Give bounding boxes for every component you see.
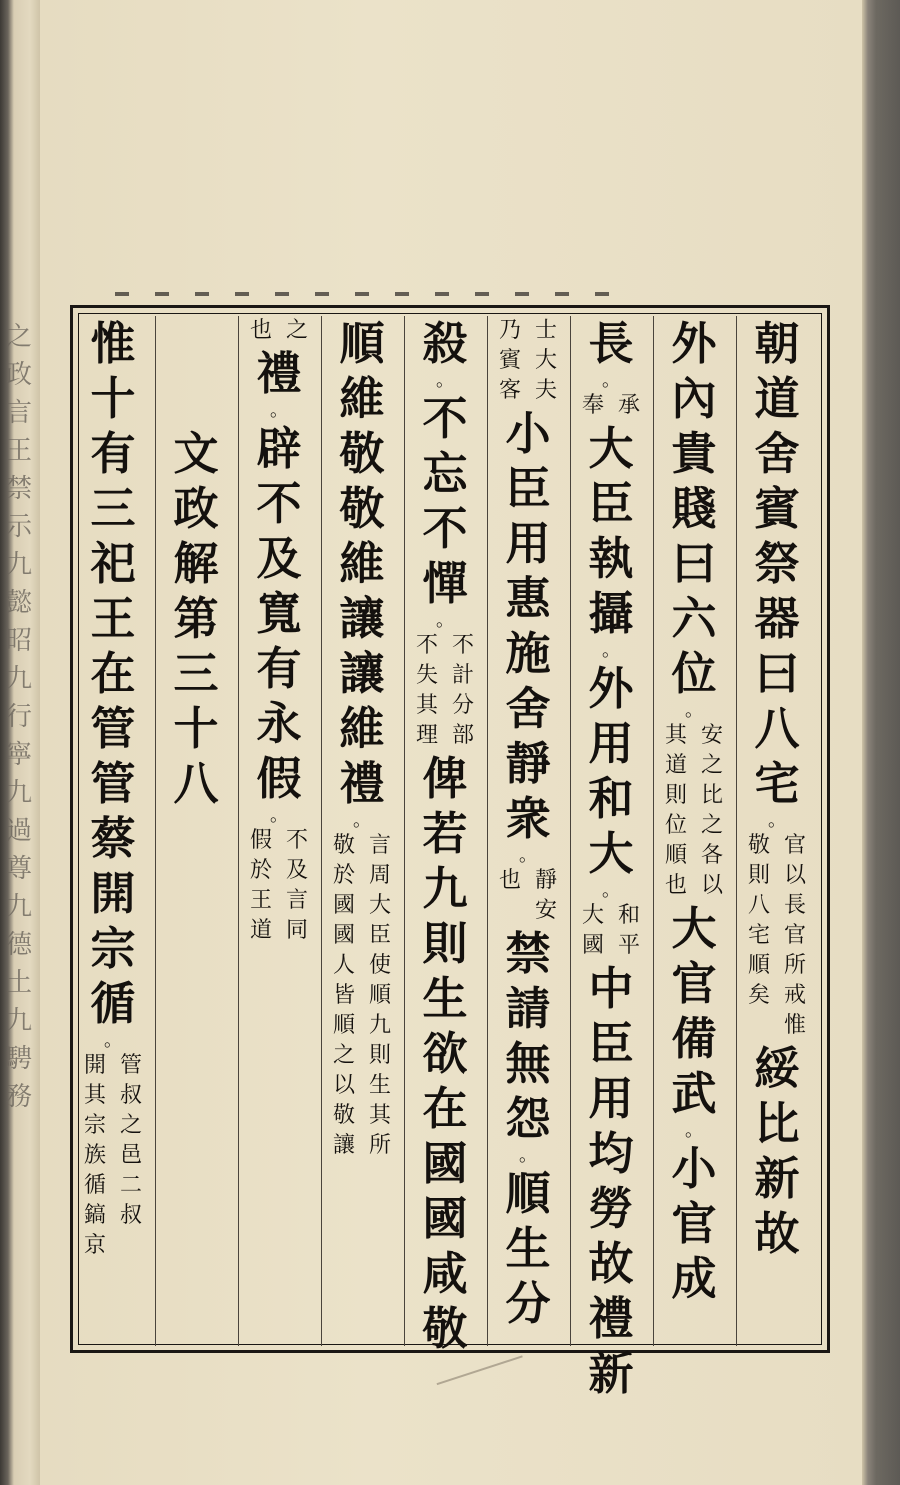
commentary-character: 其 <box>83 1083 106 1108</box>
main-character: 永 <box>256 697 302 750</box>
commentary-character: 理 <box>415 723 438 748</box>
main-character: 備 <box>671 1012 717 1065</box>
main-character: 第 <box>173 592 219 645</box>
previous-page-char: 昭 <box>5 626 32 656</box>
commentary-character: 夫 <box>534 378 557 403</box>
commentary-double-line <box>78 1051 148 1261</box>
commentary-character: 則 <box>368 1043 391 1068</box>
main-character: 三 <box>90 482 136 535</box>
commentary-character: 也 <box>498 868 521 893</box>
punctuation-mark: 。 <box>353 810 371 831</box>
commentary-character: 於 <box>249 858 272 883</box>
commentary-character: 言 <box>285 888 308 913</box>
text-column-6 <box>321 316 403 1346</box>
main-character: 施 <box>505 627 551 680</box>
main-character: 朝 <box>754 317 800 370</box>
column-divider <box>487 316 488 1346</box>
main-character: 解 <box>173 537 219 590</box>
previous-page-char: 德 <box>5 930 32 960</box>
commentary-character: 安 <box>534 898 557 923</box>
previous-page-char: 言 <box>5 398 32 428</box>
main-character: 國 <box>422 1192 468 1245</box>
main-character: 宗 <box>90 922 136 975</box>
previous-page-char: 騁 <box>5 1044 32 1074</box>
main-character: 無 <box>505 1037 551 1090</box>
commentary-character: 不 <box>415 633 438 658</box>
main-character: 寬 <box>256 587 302 640</box>
main-character: 祀 <box>90 537 136 590</box>
commentary-character: 之 <box>700 753 723 778</box>
commentary-character: 部 <box>451 723 474 748</box>
commentary-character: 讓 <box>332 1133 355 1158</box>
commentary-double-line <box>244 826 314 946</box>
previous-page-char: 九 <box>5 550 32 580</box>
commentary-character: 士 <box>534 318 557 343</box>
main-character: 勞 <box>588 1182 634 1235</box>
main-character: 舍 <box>754 427 800 480</box>
commentary-character: 大 <box>534 348 557 373</box>
commentary-line-left <box>327 831 361 1161</box>
punctuation-mark: 。 <box>104 1030 122 1051</box>
commentary-line-left <box>742 831 776 1041</box>
main-character: 八 <box>173 757 219 810</box>
commentary-character: 矣 <box>747 983 770 1008</box>
main-character: 讓 <box>339 592 385 645</box>
commentary-character: 順 <box>332 1013 355 1038</box>
main-character: 管 <box>90 702 136 755</box>
previous-page-text <box>2 320 36 1380</box>
previous-page-char: 行 <box>5 702 32 732</box>
main-character: 宅 <box>754 757 800 810</box>
commentary-character: 平 <box>617 933 640 958</box>
commentary-character: 不 <box>285 828 308 853</box>
commentary-character: 以 <box>332 1073 355 1098</box>
commentary-character: 其 <box>415 693 438 718</box>
main-character: 咸 <box>422 1247 468 1300</box>
text-column-2 <box>653 316 735 1346</box>
main-character: 靜 <box>505 737 551 790</box>
commentary-character: 大 <box>581 903 604 928</box>
previous-page-char: 懿 <box>5 588 32 618</box>
punctuation-mark: 。 <box>436 370 454 391</box>
main-character: 大 <box>671 902 717 955</box>
main-character: 新 <box>588 1347 634 1400</box>
column-divider <box>155 316 156 1346</box>
main-character: 三 <box>173 647 219 700</box>
punctuation-mark: 。 <box>602 640 620 661</box>
main-character: 不 <box>422 392 468 445</box>
commentary-character: 族 <box>83 1143 106 1168</box>
commentary-line-right <box>280 316 314 346</box>
main-character: 故 <box>588 1237 634 1290</box>
commentary-line-left <box>493 866 527 926</box>
main-character: 官 <box>671 957 717 1010</box>
commentary-character: 和 <box>617 903 640 928</box>
commentary-character: 所 <box>368 1133 391 1158</box>
commentary-character: 所 <box>783 953 806 978</box>
previous-page-char: 九 <box>5 1006 32 1036</box>
commentary-character: 則 <box>664 783 687 808</box>
main-character: 臣 <box>588 477 634 530</box>
main-character: 循 <box>90 977 136 1030</box>
main-character: 維 <box>339 537 385 590</box>
previous-page-char: 王 <box>5 436 32 466</box>
previous-page-edge <box>0 0 40 1485</box>
main-character: 禮 <box>588 1292 634 1345</box>
main-character: 九 <box>422 862 468 915</box>
commentary-character: 敬 <box>747 833 770 858</box>
main-character: 分 <box>505 1277 551 1330</box>
main-character: 開 <box>90 867 136 920</box>
commentary-character: 官 <box>783 923 806 948</box>
commentary-character: 承 <box>617 393 640 418</box>
commentary-double-line <box>659 721 729 901</box>
main-character: 不 <box>422 502 468 555</box>
commentary-character: 靜 <box>534 868 557 893</box>
main-character: 賓 <box>754 482 800 535</box>
main-character: 衆 <box>505 792 551 845</box>
commentary-character: 計 <box>451 663 474 688</box>
punctuation-mark: 。 <box>602 370 620 391</box>
commentary-character: 及 <box>285 858 308 883</box>
main-character: 文 <box>173 427 219 480</box>
main-character: 中 <box>588 962 634 1015</box>
commentary-character: 敬 <box>332 1103 355 1128</box>
commentary-character: 生 <box>368 1073 391 1098</box>
main-character: 祭 <box>754 537 800 590</box>
commentary-character: 官 <box>783 833 806 858</box>
commentary-character: 敬 <box>332 833 355 858</box>
main-character: 不 <box>256 477 302 530</box>
main-character: 外 <box>588 662 634 715</box>
main-character: 欲 <box>422 1027 468 1080</box>
main-character: 官 <box>671 1197 717 1250</box>
commentary-character: 於 <box>332 863 355 888</box>
main-character: 賤 <box>671 482 717 535</box>
commentary-character: 道 <box>249 918 272 943</box>
commentary-double-line <box>576 901 646 961</box>
main-character: 殺 <box>422 317 468 370</box>
main-character: 怨 <box>505 1092 551 1145</box>
main-character: 長 <box>588 317 634 370</box>
main-character: 臣 <box>505 462 551 515</box>
main-character: 讓 <box>339 647 385 700</box>
commentary-character: 道 <box>664 753 687 778</box>
main-character: 小 <box>505 407 551 460</box>
main-character: 攝 <box>588 587 634 640</box>
main-character: 俾 <box>422 752 468 805</box>
main-character: 十 <box>90 372 136 425</box>
main-character: 均 <box>588 1127 634 1180</box>
text-column-4 <box>487 316 569 1346</box>
commentary-character: 之 <box>119 1113 142 1138</box>
commentary-character: 各 <box>700 843 723 868</box>
commentary-character: 之 <box>332 1043 355 1068</box>
commentary-character: 以 <box>783 863 806 888</box>
main-character: 政 <box>173 482 219 535</box>
commentary-double-line <box>576 391 646 421</box>
main-character: 國 <box>422 1137 468 1190</box>
commentary-character: 國 <box>581 933 604 958</box>
column-divider <box>653 316 654 1346</box>
text-column-3 <box>570 316 652 1400</box>
main-character: 十 <box>173 702 219 755</box>
commentary-character: 之 <box>700 813 723 838</box>
book-spine-edge <box>862 0 900 1485</box>
main-character: 惟 <box>90 317 136 370</box>
column-divider <box>404 316 405 1346</box>
main-character: 六 <box>671 592 717 645</box>
main-character: 比 <box>754 1097 800 1150</box>
text-frame <box>70 305 830 1400</box>
commentary-character: 周 <box>368 863 391 888</box>
main-character: 用 <box>588 1072 634 1125</box>
commentary-line-right <box>446 631 480 751</box>
punctuation-mark: 。 <box>519 1145 537 1166</box>
commentary-line-right <box>695 721 729 901</box>
main-character: 敬 <box>422 1302 468 1355</box>
main-character: 和 <box>588 772 634 825</box>
main-character: 八 <box>754 702 800 755</box>
commentary-character: 惟 <box>783 1013 806 1038</box>
text-column-7 <box>238 316 320 1346</box>
commentary-character: 假 <box>249 828 272 853</box>
main-character: 大 <box>588 827 634 880</box>
main-character: 臣 <box>588 1017 634 1070</box>
punctuation-mark: 。 <box>270 400 288 421</box>
commentary-character: 循 <box>83 1173 106 1198</box>
commentary-character: 大 <box>368 893 391 918</box>
main-character: 則 <box>422 917 468 970</box>
commentary-character: 安 <box>700 723 723 748</box>
commentary-character: 管 <box>119 1053 142 1078</box>
commentary-line-right <box>778 831 812 1041</box>
commentary-character: 失 <box>415 663 438 688</box>
commentary-character: 九 <box>368 1013 391 1038</box>
main-character: 武 <box>671 1067 717 1120</box>
main-character: 若 <box>422 807 468 860</box>
punctuation-mark: 。 <box>270 805 288 826</box>
commentary-character: 國 <box>332 893 355 918</box>
commentary-character: 順 <box>368 983 391 1008</box>
commentary-character: 其 <box>368 1103 391 1128</box>
commentary-character: 位 <box>664 813 687 838</box>
commentary-double-line <box>410 631 480 751</box>
commentary-character: 乃 <box>498 318 521 343</box>
commentary-character: 京 <box>83 1233 106 1258</box>
column-divider <box>736 316 737 1346</box>
main-character: 故 <box>754 1207 800 1260</box>
previous-page-char: 寧 <box>5 740 32 770</box>
commentary-line-right <box>280 826 314 946</box>
main-character: 新 <box>754 1152 800 1205</box>
commentary-character: 順 <box>664 843 687 868</box>
main-character: 假 <box>256 752 302 805</box>
main-character: 禮 <box>339 757 385 810</box>
column-divider <box>238 316 239 1346</box>
main-character: 有 <box>256 642 302 695</box>
previous-page-char: 九 <box>5 664 32 694</box>
text-column-1 <box>736 316 818 1346</box>
commentary-line-left <box>244 826 278 946</box>
previous-page-char: 禁 <box>5 474 32 504</box>
commentary-character: 鎬 <box>83 1203 106 1228</box>
main-character: 及 <box>256 532 302 585</box>
commentary-character: 王 <box>249 888 272 913</box>
commentary-character: 宅 <box>747 923 770 948</box>
commentary-line-right <box>114 1051 148 1261</box>
previous-page-char: 九 <box>5 892 32 922</box>
commentary-double-line <box>742 831 812 1041</box>
main-character: 敬 <box>339 482 385 535</box>
commentary-line-left <box>659 721 693 901</box>
commentary-double-line <box>493 866 563 926</box>
main-character: 在 <box>90 647 136 700</box>
main-character: 小 <box>671 1142 717 1195</box>
commentary-character: 使 <box>368 953 391 978</box>
commentary-character: 邑 <box>119 1143 142 1168</box>
main-character: 曰 <box>754 647 800 700</box>
previous-page-char: 之 <box>5 322 32 352</box>
commentary-line-right <box>612 391 646 421</box>
commentary-character: 國 <box>332 923 355 948</box>
commentary-line-right <box>529 866 563 926</box>
commentary-character: 八 <box>747 893 770 918</box>
main-character: 在 <box>422 1082 468 1135</box>
commentary-line-left <box>78 1051 112 1261</box>
main-character: 成 <box>671 1252 717 1305</box>
commentary-character: 其 <box>664 723 687 748</box>
main-character: 生 <box>505 1222 551 1275</box>
main-character: 憚 <box>422 557 468 610</box>
previous-page-char: 土 <box>5 968 32 998</box>
main-character: 管 <box>90 757 136 810</box>
main-character: 順 <box>339 317 385 370</box>
commentary-line-right <box>612 901 646 961</box>
text-column-5 <box>404 316 486 1355</box>
text-column-9 <box>72 316 154 1346</box>
commentary-character: 長 <box>783 893 806 918</box>
commentary-character: 開 <box>83 1053 106 1078</box>
punctuation-mark: 。 <box>685 700 703 721</box>
previous-page-char: 示 <box>5 512 32 542</box>
previous-page-char: 尊 <box>5 854 32 884</box>
main-character: 禁 <box>505 927 551 980</box>
commentary-character: 比 <box>700 783 723 808</box>
commentary-double-line <box>493 316 563 406</box>
main-character: 道 <box>754 372 800 425</box>
main-character: 蔡 <box>90 812 136 865</box>
commentary-character: 奉 <box>581 393 604 418</box>
commentary-line-left <box>244 316 278 346</box>
commentary-double-line <box>244 316 314 346</box>
text-column-8 <box>155 316 237 1346</box>
punctuation-mark: 。 <box>685 1120 703 1141</box>
commentary-line-left <box>493 316 527 406</box>
header-rule <box>115 292 635 296</box>
main-character: 內 <box>671 372 717 425</box>
main-character: 執 <box>588 532 634 585</box>
main-character: 舍 <box>505 682 551 735</box>
punctuation-mark: 。 <box>768 810 786 831</box>
commentary-character: 叔 <box>119 1083 142 1108</box>
commentary-character: 也 <box>664 873 687 898</box>
commentary-character: 之 <box>285 318 308 343</box>
main-character: 敬 <box>339 427 385 480</box>
commentary-character: 皆 <box>332 983 355 1008</box>
column-divider <box>570 316 571 1346</box>
main-character: 器 <box>754 592 800 645</box>
commentary-character: 分 <box>451 693 474 718</box>
commentary-character: 客 <box>498 378 521 403</box>
commentary-character: 同 <box>285 918 308 943</box>
commentary-character: 也 <box>249 318 272 343</box>
commentary-line-right <box>529 316 563 406</box>
main-character: 外 <box>671 317 717 370</box>
main-character: 生 <box>422 972 468 1025</box>
commentary-double-line <box>327 831 397 1161</box>
main-character: 王 <box>90 592 136 645</box>
previous-page-char: 九 <box>5 778 32 808</box>
main-character: 有 <box>90 427 136 480</box>
punctuation-mark: 。 <box>436 610 454 631</box>
previous-page-char: 務 <box>5 1082 32 1112</box>
commentary-character: 不 <box>451 633 474 658</box>
column-divider <box>321 316 322 1346</box>
punctuation-mark: 。 <box>602 880 620 901</box>
main-character: 請 <box>505 982 551 1035</box>
commentary-line-right <box>363 831 397 1161</box>
main-character: 忘 <box>422 447 468 500</box>
commentary-character: 人 <box>332 953 355 978</box>
main-character: 維 <box>339 372 385 425</box>
commentary-character: 賓 <box>498 348 521 373</box>
main-character: 禮 <box>256 347 302 400</box>
main-character: 綏 <box>754 1042 800 1095</box>
main-character: 位 <box>671 647 717 700</box>
main-character: 貴 <box>671 427 717 480</box>
commentary-character: 二 <box>119 1173 142 1198</box>
commentary-line-left <box>576 391 610 421</box>
commentary-character: 叔 <box>119 1203 142 1228</box>
punctuation-mark: 。 <box>519 845 537 866</box>
commentary-character: 順 <box>747 953 770 978</box>
main-character: 曰 <box>671 537 717 590</box>
commentary-line-left <box>576 901 610 961</box>
main-character: 用 <box>505 517 551 570</box>
main-character: 大 <box>588 422 634 475</box>
previous-page-char: 政 <box>5 360 32 390</box>
commentary-character: 戒 <box>783 983 806 1008</box>
commentary-character: 臣 <box>368 923 391 948</box>
commentary-character: 宗 <box>83 1113 106 1138</box>
main-character: 順 <box>505 1167 551 1220</box>
commentary-character: 則 <box>747 863 770 888</box>
commentary-character: 以 <box>700 873 723 898</box>
previous-page-char: 過 <box>5 816 32 846</box>
main-character: 維 <box>339 702 385 755</box>
commentary-character: 言 <box>368 833 391 858</box>
main-character: 辟 <box>256 422 302 475</box>
main-character: 惠 <box>505 572 551 625</box>
commentary-line-left <box>410 631 444 751</box>
main-character: 用 <box>588 717 634 770</box>
